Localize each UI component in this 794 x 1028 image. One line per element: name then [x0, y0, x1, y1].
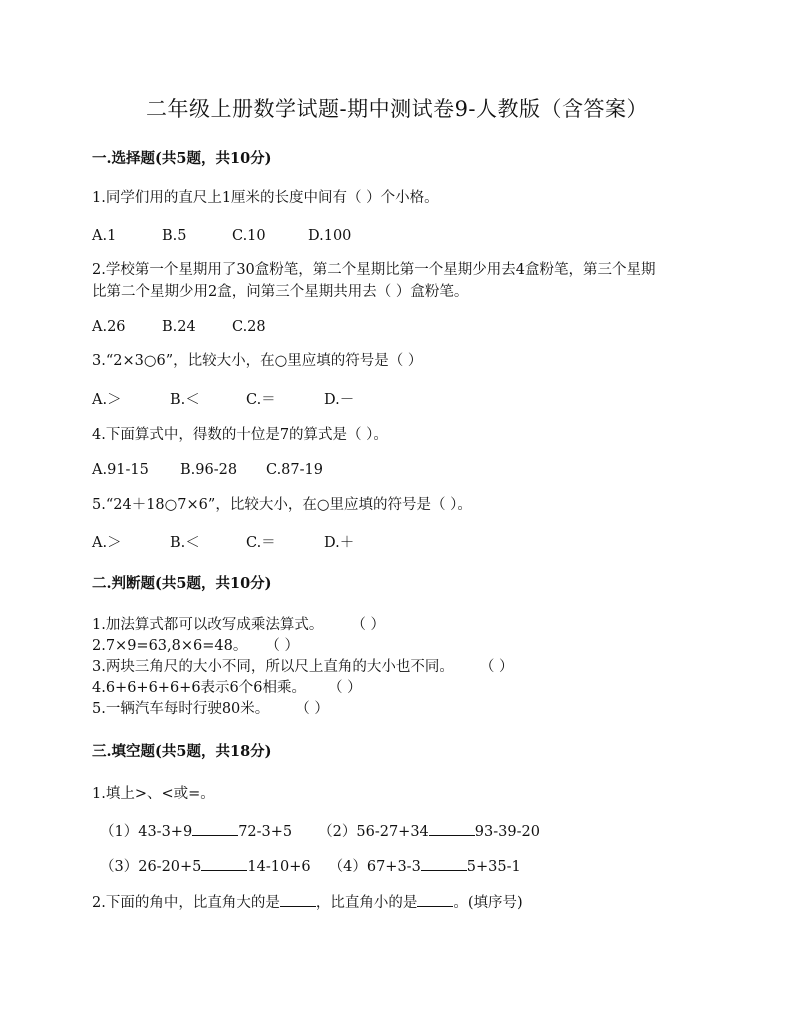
judge-text: 5.一辆汽车每时行驶80米。 [92, 701, 270, 717]
question-3-1: 1.填上>、<或=。 [92, 786, 215, 802]
expr-left: 56-27+34 [356, 824, 429, 840]
option: A.26 [92, 319, 126, 335]
options-1-4 [92, 460, 323, 481]
judge-item-2 [92, 636, 299, 657]
question-1-3: 3.“2×3○6”，比较大小，在○里应填的符号是（ ） [92, 353, 423, 369]
judge-item-1 [92, 615, 385, 636]
option: A.91-15 [92, 462, 149, 478]
answer-paren: （ ） [295, 701, 329, 717]
expr-right: 93-39-20 [474, 824, 540, 840]
option: C.87-19 [266, 462, 323, 478]
section-heading-fill: 三.填空题(共5题，共18分) [92, 743, 272, 760]
answer-blank[interactable] [201, 855, 247, 871]
expr-right: 72-3+5 [238, 824, 293, 840]
option: D.－ [324, 392, 355, 408]
option: B.24 [162, 319, 196, 335]
option: B.＜ [170, 535, 200, 551]
judge-text: 4.6+6+6+6+6表示6个6相乘。 [92, 680, 307, 696]
option: D.100 [308, 228, 352, 244]
judge-item-3 [92, 657, 513, 678]
answer-blank[interactable] [429, 820, 475, 836]
item-label: （4） [328, 859, 367, 875]
options-1-2 [92, 317, 266, 338]
item-label: （3） [100, 859, 139, 875]
compare-row-1 [100, 820, 540, 843]
question-1-5: 5.“24＋18○7×6”，比较大小，在○里应填的符号是（ ）。 [92, 497, 472, 513]
option: B.96-28 [180, 462, 238, 478]
q-text: 。(填序号) [453, 895, 523, 911]
answer-blank[interactable] [280, 891, 316, 907]
option: C.＝ [246, 535, 276, 551]
answer-blank[interactable] [417, 891, 453, 907]
answer-blank[interactable] [192, 820, 238, 836]
option: C.10 [232, 228, 266, 244]
q-text: ，比直角小的是 [315, 895, 418, 911]
judge-text: 1.加法算式都可以改写成乘法算式。 [92, 617, 324, 633]
question-1-1: 1.同学们用的直尺上1厘米的长度中间有（ ）个小格。 [92, 190, 439, 206]
option: A.＞ [92, 535, 122, 551]
expr-right: 5+35-1 [466, 859, 521, 875]
judge-item-4 [92, 678, 362, 699]
item-label: （2） [318, 824, 357, 840]
judge-item-5 [92, 699, 329, 720]
compare-row-2 [100, 855, 521, 878]
answer-paren: （ ） [351, 617, 385, 633]
judge-text: 2.7×9=63,8×6=48。 [92, 638, 248, 654]
question-1-4: 4.下面算式中，得数的十位是7的算式是（ ）。 [92, 427, 388, 443]
option: C.28 [232, 319, 266, 335]
option: D.＋ [324, 535, 355, 551]
expr-left: 43-3+9 [138, 824, 193, 840]
option: A.＞ [92, 392, 122, 408]
option: B.＜ [170, 392, 200, 408]
answer-paren: （ ） [479, 659, 514, 675]
expr-right: 14-10+6 [247, 859, 311, 875]
item-label: （1） [100, 824, 139, 840]
judge-text: 3.两块三角尺的大小不同，所以尺上直角的大小也不同。 [92, 659, 454, 675]
options-1-5 [92, 533, 354, 554]
answer-paren: （ ） [328, 680, 362, 696]
answer-blank[interactable] [421, 855, 467, 871]
page-title: 二年级上册数学试题-期中测试卷9-人教版（含答案） [145, 97, 649, 121]
option: A.1 [92, 228, 117, 244]
expr-left: 67+3-3 [366, 859, 421, 875]
expr-left: 26-20+5 [138, 859, 202, 875]
options-1-3 [92, 390, 354, 411]
option: B.5 [162, 228, 187, 244]
answer-paren: （ ） [265, 638, 299, 654]
option: C.＝ [246, 392, 276, 408]
q-text: 2.下面的角中，比直角大的是 [92, 895, 280, 911]
question-1-2-line1: 2.学校第一个星期用了30盒粉笔，第二个星期比第一个星期少用去4盒粉笔，第三个星期 [92, 262, 656, 278]
section-heading-judge: 二.判断题(共5题，共10分) [92, 575, 272, 592]
options-1-1 [92, 226, 351, 247]
question-3-2 [92, 891, 523, 914]
question-1-2-line2: 比第二个星期少用2盒，问第三个星期共用去（ ）盒粉笔。 [92, 284, 469, 300]
section-heading-choice: 一.选择题(共5题，共10分) [92, 150, 272, 167]
